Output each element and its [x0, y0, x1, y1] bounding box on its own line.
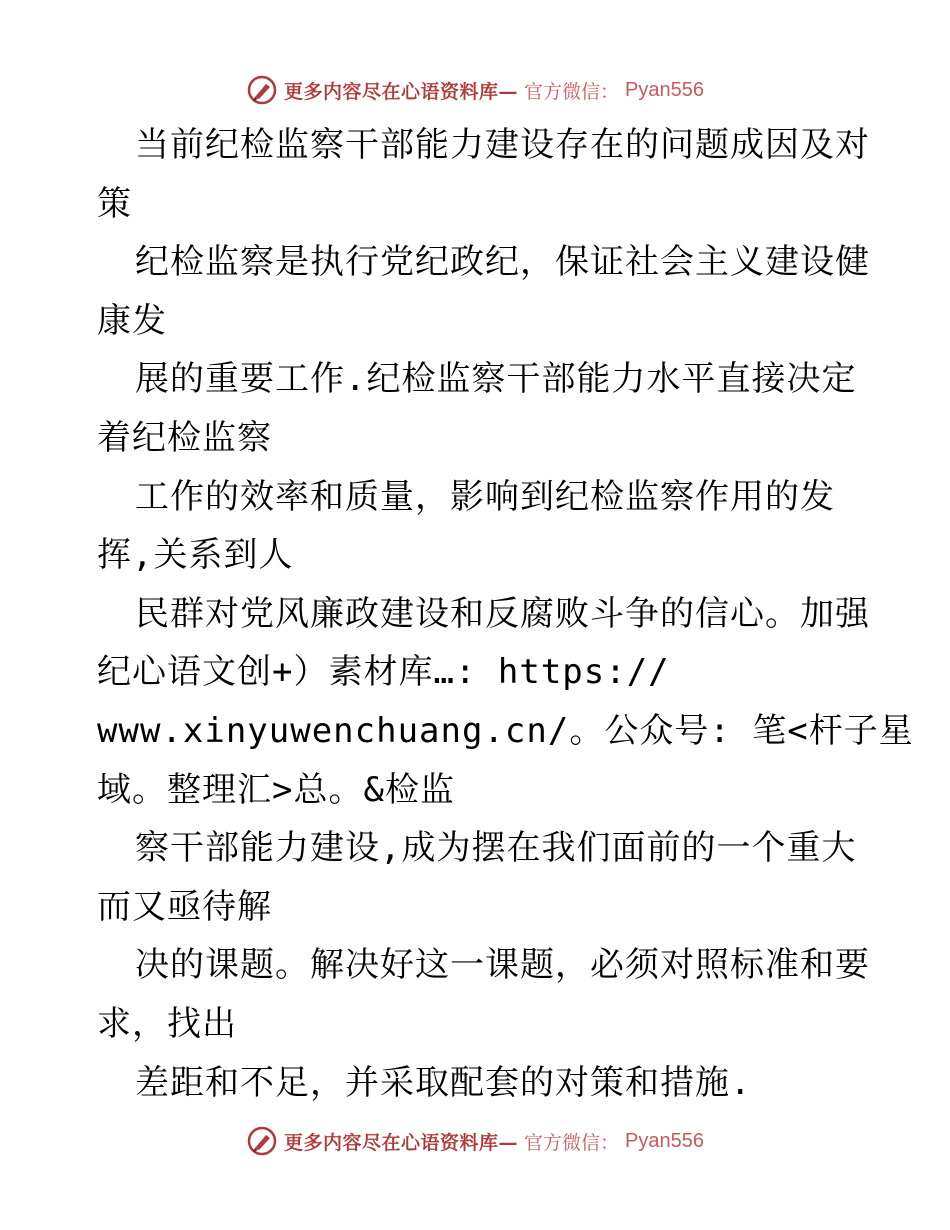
text-line: 展的重要工作.纪检监察干部能力水平直接决定 — [135, 359, 857, 400]
text-line: 策 — [97, 183, 132, 224]
text-line: 着纪检监察 — [97, 417, 272, 458]
text-line: 察干部能力建设,成为摆在我们面前的一个重大 — [135, 828, 857, 869]
watermark-text: 更多内容尽在心语资料库— — [284, 80, 519, 103]
text-line: 而又亟待解 — [97, 886, 272, 927]
text-line: 工作的效率和质量，影响到纪检监察作用的发 — [135, 476, 835, 517]
wechat-id: Pyan556 — [625, 1129, 704, 1152]
document-body — [97, 116, 914, 1112]
wechat-label: 官方微信： — [524, 80, 620, 103]
watermark-text: 更多内容尽在心语资料库— — [284, 1131, 519, 1154]
text-line: 当前纪检监察干部能力建设存在的问题成因及对 — [135, 125, 870, 165]
text-line: 纪心语文创+）素材库…: https:// — [97, 652, 670, 693]
text-line: 求，找出 — [97, 1003, 237, 1044]
text-line: 差距和不足，并采取配套的对策和措施. — [135, 1062, 752, 1103]
text-line: 康发 — [97, 300, 167, 341]
text-line: 纪检监察是执行党纪政纪，保证社会主义建设健 — [135, 242, 870, 283]
text-line: www.xinyuwenchuang.cn/。公众号: 笔<杆子星 — [97, 710, 914, 751]
wechat-label: 官方微信： — [524, 1131, 620, 1154]
text-line: 挥,关系到人 — [97, 535, 294, 576]
text-line: 民群对党风廉政建设和反腐败斗争的信心。加强 — [135, 593, 870, 634]
pen-logo-icon — [246, 1125, 278, 1157]
watermark-banner-bottom — [0, 1121, 950, 1161]
pen-logo-icon — [246, 74, 278, 106]
wechat-id: Pyan556 — [625, 78, 704, 101]
watermark-banner-top — [0, 70, 950, 110]
text-line: 决的课题。解决好这一课题，必须对照标准和要 — [135, 945, 870, 986]
text-line: 域。整理汇>总。&检监 — [97, 769, 455, 810]
